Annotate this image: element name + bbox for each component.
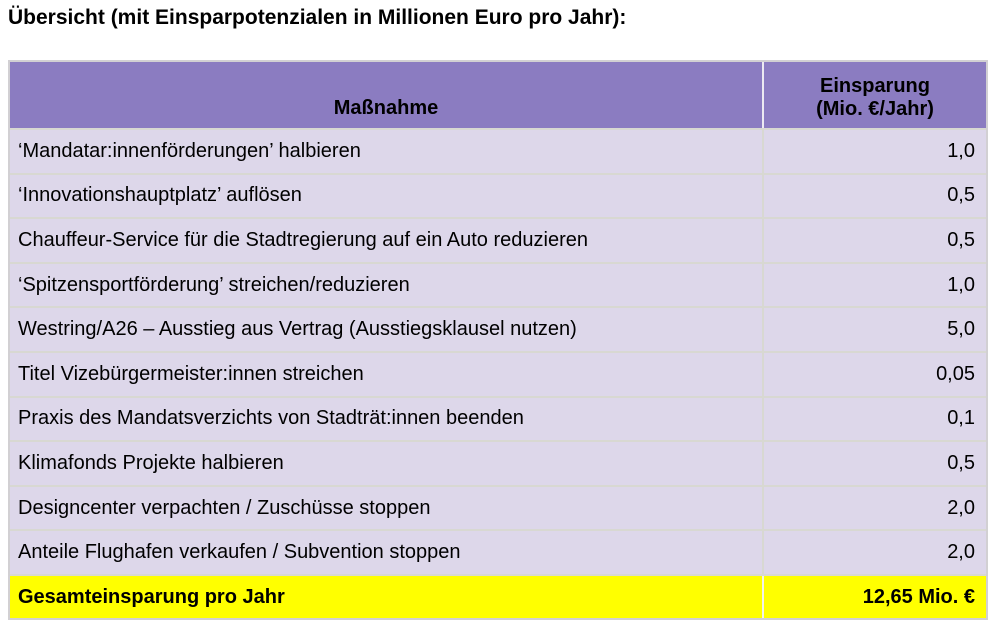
savings-table (8, 60, 988, 620)
measure-cell: Praxis des Mandatsverzichts von Stadträt:innen beenden (18, 407, 524, 430)
measure-cell: ‘Mandatar:innenförderungen’ halbieren (18, 139, 361, 162)
measure-cell: Titel Vizebürgermeister:innen streichen (18, 362, 364, 385)
page-title: Übersicht (mit Einsparpotenzialen in Millionen Euro pro Jahr): (8, 6, 627, 29)
table-header-row (10, 62, 986, 128)
table-row (10, 351, 986, 396)
total-label-cell: Gesamteinsparung pro Jahr (18, 585, 285, 608)
saving-cell: 0,5 (762, 442, 986, 485)
saving-header-line1: Einsparung (819, 74, 930, 97)
table-row (10, 306, 986, 351)
table-row (10, 173, 986, 218)
total-row (10, 574, 986, 618)
measure-cell: Chauffeur-Service für die Stadtregierung auf ein Auto reduzieren (18, 228, 588, 251)
total-value-cell: 12,65 Mio. € (762, 576, 986, 618)
saving-cell: 0,1 (762, 398, 986, 441)
measure-cell: Westring/A26 – Ausstieg aus Vertrag (Ausstiegsklausel nutzen) (18, 318, 577, 341)
measure-cell: ‘Spitzensportförderung’ streichen/reduzieren (18, 273, 410, 296)
saving-cell: 0,05 (762, 353, 986, 396)
saving-cell: 1,0 (762, 130, 986, 173)
measure-cell: Klimafonds Projekte halbieren (18, 451, 284, 474)
saving-cell: 5,0 (762, 308, 986, 351)
table-row (10, 262, 986, 307)
saving-column-header (762, 62, 986, 128)
table-row (10, 485, 986, 530)
measure-cell: Designcenter verpachten / Zuschüsse stoppen (18, 496, 431, 519)
table-body (10, 128, 986, 574)
table-row (10, 217, 986, 262)
saving-cell: 2,0 (762, 531, 986, 574)
measure-column-header: Maßnahme (333, 97, 439, 119)
measure-cell: ‘Innovationshauptplatz’ auflösen (18, 184, 302, 207)
saving-cell: 0,5 (762, 175, 986, 218)
table-row (10, 440, 986, 485)
measure-cell: Anteile Flughafen verkaufen / Subvention stoppen (18, 541, 461, 564)
saving-cell: 0,5 (762, 219, 986, 262)
saving-cell: 2,0 (762, 487, 986, 530)
table-row (10, 396, 986, 441)
saving-header-line2: (Mio. €/Jahr) (816, 98, 934, 121)
saving-cell: 1,0 (762, 264, 986, 307)
table-row (10, 529, 986, 574)
table-row (10, 128, 986, 173)
